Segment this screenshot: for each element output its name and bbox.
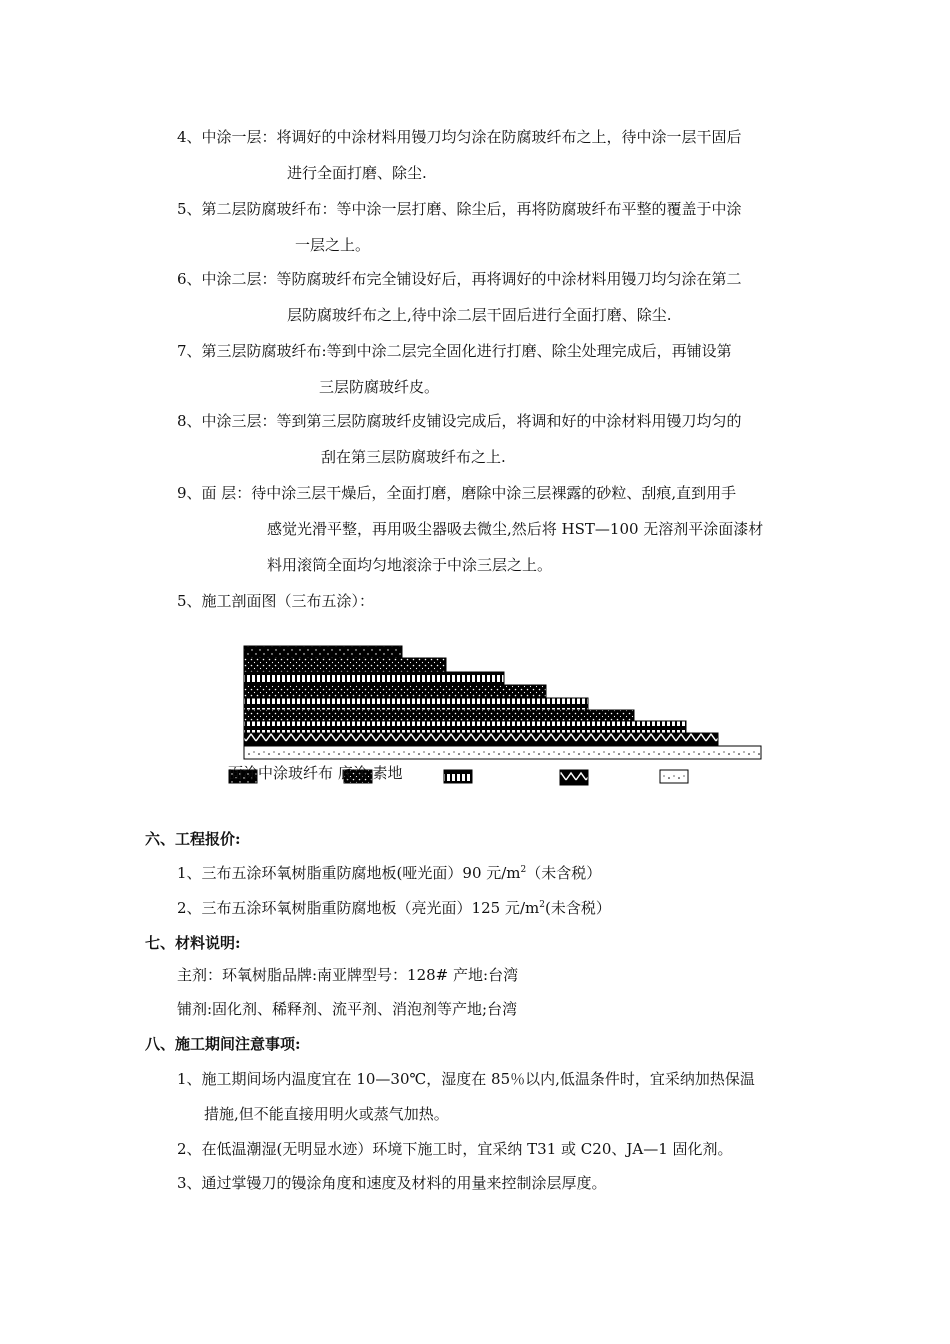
layer-mid-3: [244, 658, 446, 672]
step-6-line-2: 层防腐玻纤布之上,待中涂二层干固后进行全面打磨、除尘.: [287, 306, 672, 324]
notice-item-1-cont: 措施,但不能直接用明火或蒸气加热。: [204, 1105, 449, 1123]
layer-base: [244, 733, 718, 746]
layer-ground: [244, 746, 761, 759]
layer-mid-2: [244, 685, 546, 698]
layer-fiber-1: [244, 721, 686, 733]
material-auxiliary: 铺剂:固化剂、稀释剂、流平剂、消泡剂等产地;台湾: [177, 1000, 518, 1018]
step-7-line-1: 7、第三层防腐玻纤布:等到中涂二层完全固化进行打磨、除尘处理完成后，再铺设第: [177, 342, 732, 360]
section-8-heading: 八、施工期间注意事项:: [145, 1035, 301, 1053]
section-7-heading: 七、材料说明:: [145, 934, 241, 952]
step-8-line-2: 刮在第三层防腐玻纤布之上.: [321, 448, 506, 466]
step-9-line-1: 9、面 层：待中涂三层干燥后，全面打磨，磨除中涂三层裸露的砂粒、刮痕,直到用手: [177, 484, 737, 502]
step-5-line-2: 一层之上。: [295, 236, 371, 254]
legend-swatch-fiber: [444, 770, 472, 783]
step-9-line-3: 料用滚筒全面均匀地滚涂于中涂三层之上。: [267, 556, 553, 574]
step-4-line-2: 进行全面打磨、除尘.: [287, 164, 427, 182]
step-7-line-2: 三层防腐玻纤皮。: [319, 378, 440, 396]
price-item-2: 2、三布五涂环氧树脂重防腐地板（亮光面）125 元$/m^2$(未含税）: [177, 899, 611, 917]
legend-swatch-base: [560, 770, 588, 785]
layer-fiber-2: [244, 698, 588, 710]
notice-item-3: 3、通过掌镘刀的镘涂角度和速度及材料的用量来控制涂层厚度。: [177, 1174, 607, 1192]
section-6-heading: 六、工程报价:: [145, 830, 241, 848]
notice-item-2: 2、在低温潮湿(无明显水迹）环境下施工时，宜采纳 T31 或 C20、JA—1 固化剂。: [177, 1140, 733, 1158]
step-6-line-1: 6、中涂二层：等防腐玻纤布完全铺设好后，再将调好的中涂材料用镘刀均匀涂在第二: [177, 270, 742, 288]
step-5-line-1: 5、第二层防腐玻纤布：等中涂一层打磨、除尘后，再将防腐玻纤布平整的覆盖于中涂: [177, 200, 742, 218]
material-main: 主剂：环氧树脂品牌:南亚牌型号：128# 产地:台湾: [177, 966, 519, 984]
step-8-line-1: 8、中涂三层：等到第三层防腐玻纤皮铺设完成后，将调和好的中涂材料用镘刀均匀的: [177, 412, 742, 430]
step-9-line-2: 感觉光滑平整，再用吸尘器吸去微尘,然后将 HST—100 无溶剂平涂面漆材: [267, 520, 764, 538]
price-item-1: 1、三布五涂环氧树脂重防腐地板(哑光面）90 元$/m^2$（未含税）: [177, 864, 602, 882]
legend-swatch-ground: [660, 770, 688, 783]
layer-fiber-3: [244, 672, 504, 685]
notice-item-1: 1、施工期间场内温度宜在 10—30℃，湿度在 85％以内,低温条件时，宜采纳加热保温: [177, 1070, 755, 1088]
legend-text: 面涂中涂玻纤布 底涂 素地: [228, 764, 403, 782]
step-4-line-1: 4、中涂一层：将调好的中涂材料用镘刀均匀涂在防腐玻纤布之上，待中涂一层干固后: [177, 128, 742, 146]
layer-top: [244, 646, 402, 658]
diagram-caption: 5、施工剖面图（三布五涂）：: [177, 592, 375, 610]
layer-mid-1: [244, 710, 634, 721]
cross-section-diagram: [226, 640, 771, 792]
